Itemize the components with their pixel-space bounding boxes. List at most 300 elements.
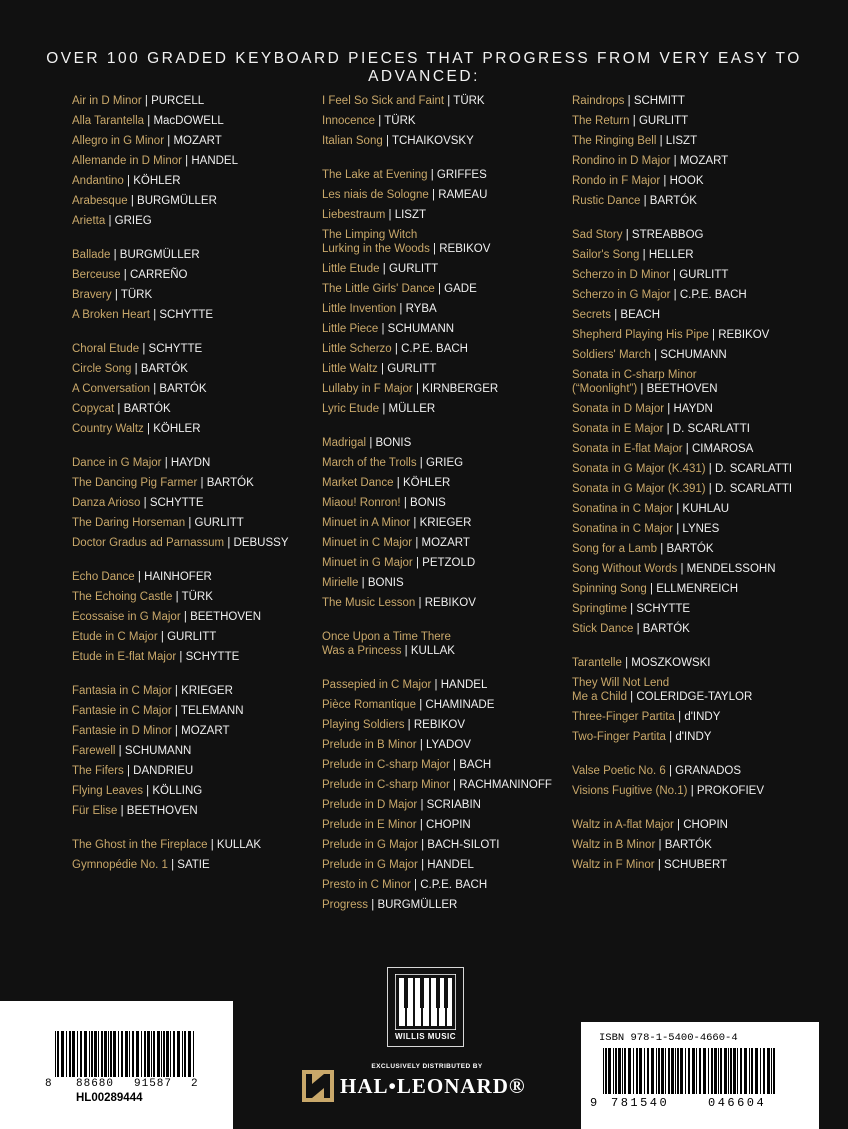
piece-title: The Daring Horseman [72, 517, 186, 529]
piece-entry [572, 154, 822, 168]
piece-title: Visions Fugitive (No.1) [572, 785, 688, 797]
piece-composer: d'INDY [675, 731, 712, 743]
piece-entry [322, 496, 572, 510]
barcode-bar [628, 1048, 631, 1094]
piece-title: Country Waltz [72, 423, 144, 435]
piece-entry [322, 556, 572, 570]
separator: | [669, 731, 673, 743]
piece-title: Minuet in A Minor [322, 517, 411, 529]
piece-group [72, 684, 322, 818]
piece-entry [72, 402, 322, 416]
piece-entry [72, 174, 322, 188]
piece-composer: SATIE [177, 859, 210, 871]
piece-title: Andantino [72, 175, 124, 187]
piece-composer: RACHMANINOFF [459, 779, 552, 791]
piece-title-line-2: Me a Child [572, 691, 627, 703]
separator: | [210, 839, 214, 851]
piece-title: The Music Lesson [322, 597, 416, 609]
piece-group [72, 248, 322, 322]
piece-entry [72, 214, 322, 228]
barcode-bar [767, 1048, 770, 1094]
barcode-bar [677, 1048, 679, 1094]
piece-entry [572, 288, 822, 302]
piece-group [322, 168, 572, 416]
piece-title-line-2: (“Moonlight”) [572, 383, 638, 395]
barcode-bar [129, 1031, 130, 1077]
barcode-bar [184, 1031, 186, 1077]
piece-entry [72, 724, 322, 738]
piece-composer: BARTÓK [666, 543, 714, 555]
piece-title: Rustic Dance [572, 195, 641, 207]
barcode-bar [193, 1031, 194, 1077]
separator: | [630, 603, 634, 615]
piece-entry [322, 342, 572, 356]
piece-composer: BACH-SILOTI [427, 839, 500, 851]
separator: | [143, 497, 147, 509]
piece-composer: d'INDY [684, 711, 721, 723]
piece-composer: TELEMANN [180, 705, 244, 717]
piece-composer: KÖHLER [153, 423, 201, 435]
hal-leonard-mark-icon [302, 1070, 334, 1102]
piece-title: Arietta [72, 215, 106, 227]
hal-leonard-logo [302, 1070, 552, 1102]
piece-entry [72, 476, 322, 490]
piece-composer: PETZOLD [422, 557, 476, 569]
barcode-bar [665, 1048, 666, 1094]
barcode-bar [724, 1048, 727, 1094]
piece-group [72, 94, 322, 228]
piece-composer: SCHYTTE [185, 651, 240, 663]
piece-composer: BARTÓK [123, 403, 171, 415]
piece-composer: GRIEG [426, 457, 464, 469]
piece-title: The Dancing Pig Farmer [72, 477, 198, 489]
piece-title: The Little Girls' Dance [322, 283, 435, 295]
separator: | [130, 195, 134, 207]
barcode-bar [89, 1031, 90, 1077]
piece-entry [322, 516, 572, 530]
barcode-bar [66, 1031, 67, 1077]
piece-title: Circle Song [72, 363, 132, 375]
piece-title: Secrets [572, 309, 611, 321]
piece-entry [72, 382, 322, 396]
piece-entry [572, 228, 822, 242]
barcode-bar [84, 1031, 87, 1077]
piece-entry [572, 248, 822, 262]
barcode-bar [696, 1048, 697, 1094]
piece-title: Flying Leaves [72, 785, 143, 797]
piece-title: Three-Finger Partita [572, 711, 675, 723]
piece-title: Stick Dance [572, 623, 634, 635]
piece-entry [322, 576, 572, 590]
barcode-bar [170, 1031, 171, 1077]
piece-entry [572, 134, 822, 148]
separator: | [677, 819, 681, 831]
piece-entry [572, 784, 822, 798]
separator: | [114, 289, 118, 301]
piece-title: Pièce Romantique [322, 699, 416, 711]
piece-composer: GADE [444, 283, 477, 295]
piece-entry [322, 738, 572, 752]
piece-title: Prelude in B Minor [322, 739, 417, 751]
piece-title: Allegro in G Minor [72, 135, 165, 147]
piece-entry [72, 838, 322, 852]
separator: | [453, 779, 457, 791]
piece-composer: TÜRK [384, 115, 416, 127]
piece-title: Rondo in F Major [572, 175, 661, 187]
piece-composer: MENDELSSOHN [686, 563, 776, 575]
piece-title: Sonatina in C Major [572, 523, 673, 535]
piece-composer: GURLITT [387, 363, 437, 375]
piece-composer: BEETHOVEN [646, 383, 718, 395]
upc-check-digit: 2 [191, 1078, 198, 1090]
piece-composer: BACH [459, 759, 492, 771]
separator: | [108, 215, 112, 227]
separator: | [673, 289, 677, 301]
separator: | [134, 363, 138, 375]
piece-entry [72, 114, 322, 128]
piece-composer: TÜRK [120, 289, 153, 301]
piece-title: Little Waltz [322, 363, 378, 375]
piece-group [572, 818, 822, 872]
piece-composer: D. SCARLATTI [715, 463, 793, 475]
piece-group [572, 656, 822, 744]
piece-title: Alla Tarantella [72, 115, 145, 127]
piece-entry [572, 348, 822, 362]
piece-entry [72, 308, 322, 322]
piece-title: The Return [572, 115, 630, 127]
barcode-bar [733, 1048, 736, 1094]
piece-entry [572, 838, 822, 852]
piece-title: Sonata in G Major (K.391) [572, 483, 706, 495]
piece-entry [72, 268, 322, 282]
barcode-bar [763, 1048, 765, 1094]
piece-composer: TÜRK [181, 591, 213, 603]
barcode-bar [125, 1031, 128, 1077]
piece-title: Für Elise [72, 805, 118, 817]
piece-title: Tarantelle [572, 657, 622, 669]
product-code: HL00289444 [76, 1092, 143, 1104]
piece-composer: MOZART [679, 155, 729, 167]
piece-group [72, 456, 322, 550]
piece-composer: BARTÓK [642, 623, 690, 635]
separator: | [185, 155, 189, 167]
separator: | [407, 719, 411, 731]
piece-entry [322, 858, 572, 872]
separator: | [657, 859, 661, 871]
piece-group [72, 838, 322, 872]
separator: | [371, 899, 375, 911]
piece-title: Waltz in A-flat Major [572, 819, 674, 831]
barcode-bar [173, 1031, 175, 1077]
piece-composer: SCHYTTE [149, 497, 204, 509]
piece-entry [322, 898, 572, 912]
piece-title: Little Etude [322, 263, 380, 275]
piece-title: Rondino in D Major [572, 155, 671, 167]
piece-group [72, 570, 322, 664]
piece-entry [572, 268, 822, 282]
willis-music-logo [387, 967, 464, 1047]
barcode-bar [671, 1048, 674, 1094]
piece-entry [322, 456, 572, 470]
piece-title-line-2: Was a Princess [322, 645, 402, 657]
piece-composer: HELLER [648, 249, 694, 261]
piece-title: Arabesque [72, 195, 128, 207]
barcode-bar [771, 1048, 772, 1094]
piece-composer: KULLAK [410, 645, 455, 657]
piece-entry [72, 456, 322, 470]
piece-composer: LYNES [682, 523, 720, 535]
piece-composer: MacDOWELL [153, 115, 224, 127]
piece-entry [572, 114, 822, 128]
separator: | [188, 517, 192, 529]
piece-composer: TCHAIKOVSKY [391, 135, 474, 147]
separator: | [642, 249, 646, 261]
piece-title-line-2: Lurking in the Woods [322, 243, 430, 255]
piece-composer: BURGMÜLLER [137, 195, 217, 207]
piece-composer: BARTÓK [206, 477, 254, 489]
barcode-bar [615, 1048, 617, 1094]
barcode-bar [624, 1048, 626, 1094]
piece-entry [322, 678, 572, 692]
barcode-bar [77, 1031, 78, 1077]
piece-title: Dance in G Major [72, 457, 162, 469]
barcode-bar [740, 1048, 742, 1094]
piece-entry [322, 698, 572, 712]
separator: | [421, 859, 425, 871]
piece-title: Sonata in C-sharp Minor [572, 369, 697, 381]
separator: | [614, 309, 618, 321]
piece-entry [322, 818, 572, 832]
piece-composer: BEETHOVEN [126, 805, 198, 817]
barcode-bar [622, 1048, 623, 1094]
piece-composer: C.P.E. BACH [420, 879, 488, 891]
barcode-bar [699, 1048, 701, 1094]
piece-composer: SCHUMANN [387, 323, 455, 335]
piece-composer: MOSZKOWSKI [631, 657, 711, 669]
piece-entry [72, 536, 322, 550]
piece-entry [322, 402, 572, 416]
piece-title: Copycat [72, 403, 115, 415]
separator: | [636, 623, 640, 635]
separator: | [430, 169, 434, 181]
piece-entry [322, 798, 572, 812]
piece-title: The Limping Witch [322, 229, 418, 241]
separator: | [153, 309, 157, 321]
barcode-bar [153, 1031, 155, 1077]
piece-title: The Ghost in the Fireplace [72, 839, 208, 851]
piece-title: A Conversation [72, 383, 150, 395]
isbn-digits-group-2: 046604 [708, 1096, 767, 1110]
barcode-bar [656, 1048, 657, 1094]
piece-title: Market Dance [322, 477, 394, 489]
barcode-bar [661, 1048, 664, 1094]
barcode-bar [714, 1048, 717, 1094]
piece-entry [322, 188, 572, 202]
separator: | [666, 423, 670, 435]
piece-composer: GURLITT [194, 517, 244, 529]
piece-composer: CHAMINADE [425, 699, 495, 711]
piece-composer: GRIEG [114, 215, 152, 227]
piece-entry [572, 582, 822, 596]
piece-title: The Fifers [72, 765, 124, 777]
separator: | [127, 175, 130, 187]
barcode-bar [703, 1048, 706, 1094]
barcode-bar [744, 1048, 747, 1094]
piece-entry [322, 168, 572, 182]
piece-entry [572, 562, 822, 576]
barcode-bar [647, 1048, 649, 1094]
piece-composer: SCHUMANN [660, 349, 727, 361]
piece-entry [72, 496, 322, 510]
separator: | [632, 115, 636, 127]
barcode-bar [94, 1031, 97, 1077]
piece-composer: PURCELL [151, 95, 205, 107]
piece-column-1 [72, 94, 322, 892]
piece-composer: D. SCARLATTI [672, 423, 750, 435]
barcode-bar [166, 1031, 169, 1077]
separator: | [433, 243, 437, 255]
barcode-bar [658, 1048, 660, 1094]
piece-title: Gymnopédie No. 1 [72, 859, 168, 871]
barcode-bar [651, 1048, 654, 1094]
separator: | [437, 283, 441, 295]
piece-composer: C.P.E. BACH [679, 289, 747, 301]
piece-title: Etude in C Major [72, 631, 158, 643]
piece-entry [322, 382, 572, 396]
separator: | [643, 195, 647, 207]
piece-entry [572, 676, 822, 704]
barcode-bar [603, 1048, 604, 1094]
separator: | [382, 263, 386, 275]
piece-composer: RYBA [405, 303, 437, 315]
piece-entry [72, 248, 322, 262]
piece-composer: HOOK [669, 175, 704, 187]
piece-title: Little Piece [322, 323, 379, 335]
piece-entry [72, 422, 322, 436]
piece-title: Les niais de Sologne [322, 189, 429, 201]
upc-digits-group-2: 91587 [134, 1078, 173, 1090]
separator: | [680, 563, 684, 575]
separator: | [399, 303, 403, 315]
piece-entry [572, 622, 822, 636]
barcode-bar [675, 1048, 676, 1094]
barcode-bar [668, 1048, 670, 1094]
barcode-bar [57, 1031, 59, 1077]
piece-group [322, 678, 572, 912]
distributed-by-label: EXCLUSIVELY DISTRIBUTED BY [371, 1063, 483, 1070]
piece-title: Prelude in G Major [322, 859, 418, 871]
piece-title: Waltz in F Minor [572, 859, 655, 871]
barcode-bar [188, 1031, 191, 1077]
piece-entry [72, 764, 322, 778]
piece-entry [572, 730, 822, 744]
barcode-bar [101, 1031, 103, 1077]
piece-title: Choral Etude [72, 343, 140, 355]
separator: | [668, 765, 672, 777]
piece-entry [572, 194, 822, 208]
piece-entry [322, 536, 572, 550]
isbn-lead-digit: 9 [590, 1096, 598, 1110]
piece-entry [322, 362, 572, 376]
piece-entry [572, 522, 822, 536]
separator: | [153, 383, 157, 395]
separator: | [667, 403, 671, 415]
separator: | [147, 115, 151, 127]
barcode-bar [749, 1048, 750, 1094]
separator: | [382, 403, 386, 415]
piece-entry [572, 710, 822, 724]
isbn-digits-group-1: 781540 [611, 1096, 670, 1110]
willis-music-label: WILLIS MUSIC [394, 1032, 457, 1041]
piece-composer: HANDEL [191, 155, 238, 167]
separator: | [447, 95, 451, 107]
piece-composer: KÖHLER [403, 477, 451, 489]
separator: | [414, 879, 418, 891]
barcode-bar [110, 1031, 112, 1077]
separator: | [179, 651, 183, 663]
piece-entry [72, 610, 322, 624]
piece-entry [322, 262, 572, 276]
cover-header: OVER 100 GRADED KEYBOARD PIECES THAT PROGRESS FROM VERY EASY TO ADVANCED: [46, 50, 802, 85]
separator: | [434, 679, 438, 691]
barcode-bar [147, 1031, 150, 1077]
piece-title: Berceuse [72, 269, 121, 281]
piece-composer: BARTÓK [664, 839, 712, 851]
barcode-bar [91, 1031, 93, 1077]
piece-composer: KÖHLER [133, 175, 181, 187]
barcode-bar [608, 1048, 611, 1094]
piece-title: Sailor's Song [572, 249, 640, 261]
piece-entry [572, 368, 822, 396]
piece-entry [322, 758, 572, 772]
piece-composer: HANDEL [427, 859, 474, 871]
piece-entry [72, 194, 322, 208]
separator: | [685, 443, 689, 455]
hal-leonard-name: HAL•LEONARD® [340, 1074, 526, 1098]
separator: | [418, 597, 422, 609]
piece-entry [322, 596, 572, 610]
piece-entry [572, 602, 822, 616]
barcode-bar [104, 1031, 107, 1077]
piece-group [572, 94, 822, 208]
piece-composer: CHOPIN [426, 819, 471, 831]
piece-title: Scherzo in D Minor [572, 269, 670, 281]
piece-title: Ecossaise in G Major [72, 611, 181, 623]
separator: | [660, 543, 664, 555]
piece-title: I Feel So Sick and Faint [322, 95, 445, 107]
piece-composer: MÜLLER [388, 403, 436, 415]
piece-entry [72, 362, 322, 376]
piece-composer: LYADOV [426, 739, 471, 751]
piece-title: Italian Song [322, 135, 383, 147]
piece-entry [572, 542, 822, 556]
piece-title: Danza Arioso [72, 497, 141, 509]
barcode-bar [755, 1048, 758, 1094]
barcode-bar [121, 1031, 123, 1077]
barcode-bar [730, 1048, 732, 1094]
separator: | [673, 269, 676, 281]
separator: | [419, 739, 423, 751]
piece-entry [322, 476, 572, 490]
piece-entry [322, 228, 572, 256]
piece-title: Playing Soldiers [322, 719, 405, 731]
piece-title: Fantasie in C Major [72, 705, 172, 717]
piece-entry [72, 650, 322, 664]
piece-entry [572, 462, 822, 476]
piece-entry [322, 302, 572, 316]
piece-entry [322, 322, 572, 336]
barcode-bar [163, 1031, 165, 1077]
